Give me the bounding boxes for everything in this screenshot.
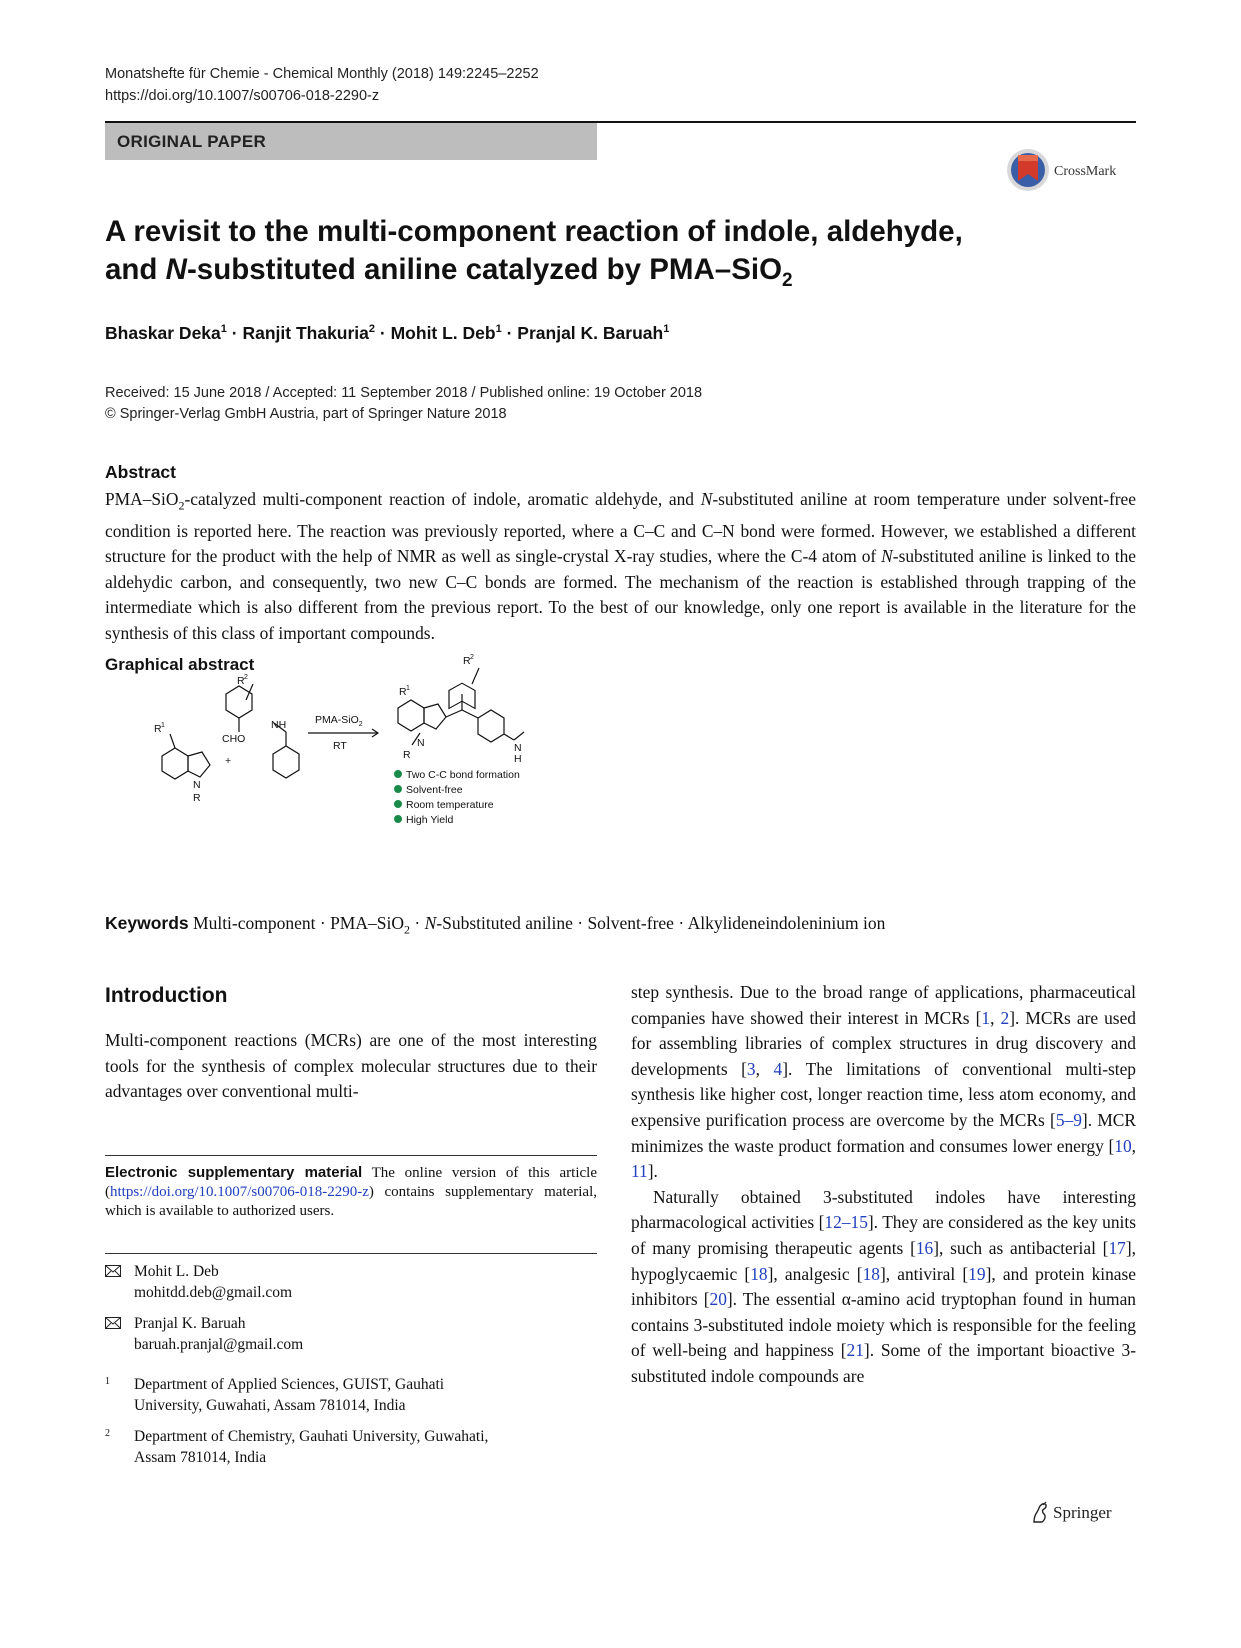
title-line-1: A revisit to the multi-component reaction of indole, aldehyde,: [105, 215, 963, 248]
reference-link[interactable]: 11: [631, 1161, 648, 1182]
supplementary-material-note: Electronic supplementary material The online version of this article (https://doi.org/10.1007/s00706-018-2290-z) contains supplementary material, which is available to authorized users.: [105, 1164, 597, 1219]
reference-link[interactable]: 2: [1000, 1007, 1010, 1028]
svg-text:1: 1: [406, 685, 410, 692]
affiliation: 1 Department of Applied Sciences, GUIST, Gauhati University, Guwahati, Assam 781014, India: [105, 1375, 595, 1419]
ga-bullet: Two C-C bond formation: [406, 769, 520, 781]
keyword: Alkylideneindoleninium ion: [687, 913, 886, 933]
reference-link[interactable]: 21: [846, 1340, 864, 1361]
reference-link[interactable]: 4: [773, 1058, 783, 1079]
author-list: Bhaskar Deka$^1$ · Ranjit Thakuria$^2$ · Mohit L. Deb$^1$ · Pranjal K. Baruah$^1$: [105, 323, 670, 343]
svg-text:+: +: [225, 755, 232, 767]
svg-text:R: R: [237, 675, 245, 687]
footnote-rule: [105, 1253, 597, 1254]
crossmark-label[interactable]: CrossMark: [1054, 164, 1117, 179]
svg-text:R: R: [399, 686, 407, 698]
abstract-body: PMA–SiO$_2$-catalyzed multi-component reaction of indole, aromatic aldehyde, and N-substituted aniline at room temperature under solvent-free condition is reported here. The reaction was previously reported, where a C–C and C–N bond were formed. However, we established a different structure for the product with the help of NMR as well as single-crystal X-ray studies, where the C-4 atom of N-substituted aniline is linked to the aldehydic carbon, and consequently, two new C–C bonds are formed. The mechanism of the reaction is established through trapping of the intermediate which is also different from the previous report. To the best of our knowledge, only one report is available in the literature for the synthesis of this class of important compounds.: [105, 489, 1136, 643]
ga-bullet: Room temperature: [406, 799, 494, 811]
envelope-icon: [105, 1317, 121, 1329]
svg-text:1: 1: [161, 722, 165, 729]
corresponding-author: [105, 1262, 595, 1306]
author-name[interactable]: Mohit L. Deb: [390, 323, 496, 343]
introduction-heading: Introduction: [105, 984, 228, 1007]
author-name[interactable]: Bhaskar Deka: [105, 323, 221, 343]
svg-text:2: 2: [244, 674, 248, 681]
svg-text:2: 2: [470, 654, 474, 661]
reference-link[interactable]: 19: [968, 1263, 986, 1284]
journal-citation: Monatshefte für Chemie - Chemical Monthly (2018) 149:2245–2252: [105, 66, 539, 82]
reference-link[interactable]: 20: [709, 1289, 727, 1310]
graphical-abstract-heading: Graphical abstract: [105, 655, 255, 674]
reference-link[interactable]: 1: [981, 1007, 991, 1028]
keywords-line: Keywords Multi-component · PMA–SiO$_2$ · N-Substituted aniline · Solvent-free · Alkylideneindoleninium ion: [105, 913, 886, 937]
svg-text:R: R: [193, 792, 201, 804]
publication-dates: Received: 15 June 2018 / Accepted: 11 September 2018 / Published online: 19 October 2018: [105, 385, 703, 401]
esm-doi-link[interactable]: https://doi.org/10.1007/s00706-018-2290-z: [110, 1184, 369, 1200]
author-name[interactable]: Pranjal K. Baruah: [517, 323, 664, 343]
doi-link[interactable]: https://doi.org/10.1007/s00706-018-2290-z: [105, 88, 380, 104]
paper-type-label: ORIGINAL PAPER: [117, 132, 267, 151]
reference-link[interactable]: 10: [1114, 1135, 1132, 1156]
title-line-2: and N-substituted aniline catalyzed by PMA–SiO$_2$: [105, 253, 793, 291]
reagent-label: PMA-SiO$_2$: [315, 714, 363, 728]
ga-bullet: Solvent-free: [406, 784, 463, 796]
author-name[interactable]: Ranjit Thakuria: [242, 323, 369, 343]
contact-email[interactable]: baruah.pranjal@gmail.com: [134, 1335, 304, 1353]
paper-title: [105, 213, 1105, 300]
svg-text:NH: NH: [271, 719, 287, 731]
svg-text:N: N: [193, 779, 201, 791]
reference-link[interactable]: 18: [862, 1263, 880, 1284]
keyword: Multi-component: [193, 913, 316, 933]
footnote-rule: [105, 1155, 597, 1156]
paragraph: Naturally obtained 3-substituted indoles have interesting pharmacological activities [12–15]. They are considered as the key units of many promising therapeutic agents [16], such as antibacterial [17], hypoglycaemic [18], analgesic [18], antiviral [19], and protein kinase inhibitors [20]. The essential α-amino acid tryptophan found in human contains 3-substituted indole moiety which is responsible for the feeling of well-being and happiness [21]. Some of the important bioactive 3-substituted indole compounds are: [631, 1186, 1136, 1386]
reference-link[interactable]: 16: [915, 1237, 934, 1258]
reference-link[interactable]: 17: [1108, 1237, 1126, 1258]
publisher-name: Springer: [1053, 1503, 1112, 1522]
svg-text:R: R: [403, 749, 411, 761]
affiliation: 2 Department of Chemistry, Gauhati University, Guwahati, Assam 781014, India: [105, 1427, 595, 1471]
keywords-label: Keywords: [105, 913, 189, 933]
corresponding-author: [105, 1314, 595, 1358]
reference-link[interactable]: 18: [750, 1263, 768, 1284]
envelope-icon: [105, 1265, 121, 1277]
introduction-right-column: [631, 980, 1136, 1390]
affiliation-number: 1: [105, 1376, 110, 1387]
ga-bullet: High Yield: [406, 814, 454, 826]
svg-text:H: H: [514, 753, 522, 765]
springer-horse-icon: [1030, 1502, 1050, 1524]
affiliation-number: 2: [105, 1428, 110, 1439]
keyword: PMA–SiO$_2$: [330, 913, 410, 937]
copyright-notice: © Springer-Verlag GmbH Austria, part of Springer Nature 2018: [105, 406, 507, 422]
contact-email[interactable]: mohitdd.deb@gmail.com: [134, 1283, 293, 1301]
paragraph: step synthesis. Due to the broad range of applications, pharmaceutical companies have showed their interest in MCRs [1, 2]. MCRs are used for assembling libraries of complex structures in drug discovery and developments [3, 4]. The limitations of conventional multi-step synthesis like higher cost, longer reaction time, less atom economy, and expensive purification process are overcome by the MCRs [5–9]. MCR minimizes the waste product formation and consumes lower energy [10, 11].: [631, 982, 1136, 1182]
introduction-left-column: Multi-component reactions (MCRs) are one of the most interesting tools for the synthesis of complex molecular structures due to their advantages over conventional multi-: [105, 1030, 597, 1102]
condition-label: RT: [333, 740, 347, 752]
svg-text:R: R: [463, 655, 471, 667]
svg-text:N: N: [417, 737, 425, 749]
svg-text:CHO: CHO: [222, 733, 246, 745]
keyword: Solvent-free: [587, 913, 674, 933]
r1-label: R: [154, 723, 162, 735]
ga-bullet-list: [394, 769, 520, 826]
contact-name: Mohit L. Deb: [134, 1263, 219, 1280]
reference-link[interactable]: 5–9: [1055, 1109, 1082, 1130]
contact-name: Pranjal K. Baruah: [134, 1315, 246, 1332]
svg-text:N: N: [514, 742, 522, 754]
abstract-heading: Abstract: [105, 462, 176, 482]
reference-link[interactable]: 3: [746, 1058, 756, 1079]
reference-link[interactable]: 12–15: [824, 1212, 868, 1233]
keyword: N-Substituted aniline: [424, 913, 573, 933]
